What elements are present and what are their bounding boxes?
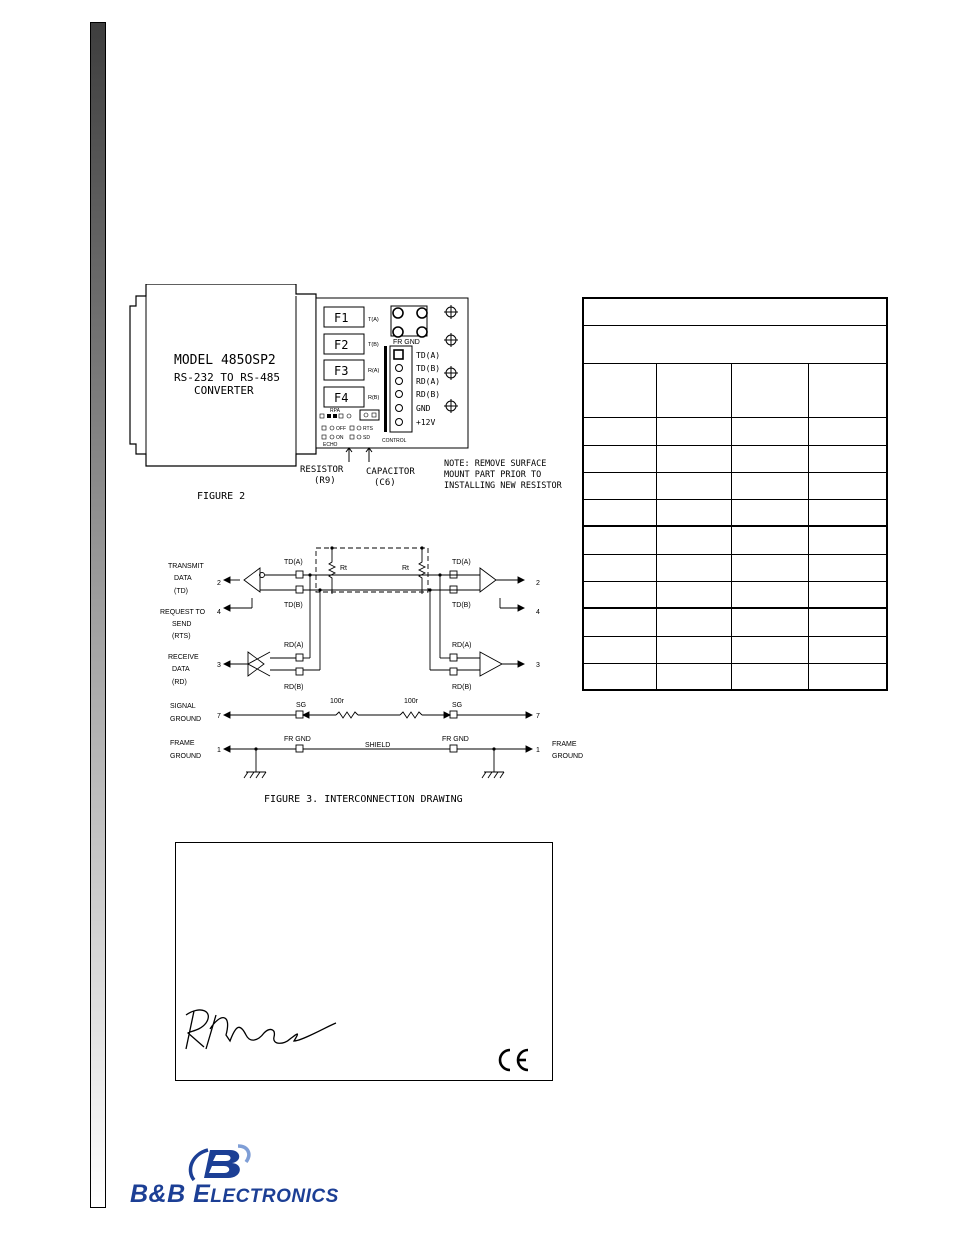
figure-2-board-layout (128, 284, 578, 509)
svg-text:(TD): (TD) (174, 588, 188, 595)
bb-electronics-wordmark: B&B ELECTRONICS (130, 1180, 339, 1208)
svg-text:RD(B): RD(B) (452, 684, 472, 691)
capacitor-ref: (C6) (374, 478, 396, 488)
svg-text:TD(A): TD(A) (416, 351, 441, 360)
declaration-box (175, 842, 553, 1081)
callout-arrows (346, 448, 372, 462)
frame-ground-label: FRAME (170, 740, 195, 747)
svg-text:3: 3 (217, 662, 221, 669)
ce-mark-logo (496, 1048, 530, 1072)
table-row (583, 608, 887, 636)
svg-text:100r: 100r (404, 698, 419, 705)
svg-text:4: 4 (217, 609, 221, 616)
svg-text:OFF: OFF (336, 426, 346, 432)
svg-text:RD(A): RD(A) (416, 377, 441, 386)
note-line-3: INSTALLING NEW RESISTOR (444, 481, 562, 491)
svg-text:R(B): R(B) (368, 395, 380, 401)
svg-text:3: 3 (536, 662, 540, 669)
svg-text:TD(A): TD(A) (284, 559, 303, 566)
signal-ground-label: SIGNAL (170, 703, 196, 710)
table-header-row (583, 298, 887, 325)
side-gradient-bar (90, 22, 106, 1208)
svg-text:GROUND: GROUND (170, 753, 202, 760)
svg-text:TD(A): TD(A) (452, 559, 471, 566)
svg-text:1: 1 (217, 747, 221, 754)
table-row (583, 499, 887, 526)
svg-text:FR GND: FR GND (284, 736, 311, 743)
model-line-1: MODEL 485OSP2 (174, 353, 276, 368)
svg-text:R(A): R(A) (368, 368, 380, 374)
table-row (583, 472, 887, 499)
svg-text:(RTS): (RTS) (172, 633, 191, 640)
svg-text:T(B): T(B) (368, 342, 379, 348)
svg-text:T(A): T(A) (368, 317, 379, 323)
svg-text:Rt: Rt (402, 565, 409, 572)
svg-text:Rt: Rt (340, 565, 347, 572)
svg-text:4: 4 (536, 609, 540, 616)
svg-text:FR GND: FR GND (393, 339, 420, 346)
svg-text:2: 2 (217, 580, 221, 587)
svg-text:TD(B): TD(B) (416, 364, 441, 373)
receive-data-label: RECEIVE (168, 654, 199, 661)
table-row (583, 445, 887, 472)
svg-text:DATA: DATA (174, 575, 192, 582)
svg-text:RPA: RPA (330, 408, 340, 414)
table-row (583, 663, 887, 690)
capacitor-label: CAPACITOR (366, 467, 415, 477)
resistor-ref: (R9) (314, 476, 336, 486)
specification-table (582, 297, 888, 691)
right-frame-ground-label: FRAME (552, 741, 577, 748)
svg-text:ON: ON (336, 435, 344, 441)
note-line-2: MOUNT PART PRIOR TO (444, 470, 542, 480)
bb-logo-icon (186, 1144, 256, 1184)
svg-text:RD(A): RD(A) (452, 642, 472, 649)
figure-3-caption: FIGURE 3. INTERCONNECTION DRAWING (264, 794, 463, 805)
svg-text:RD(B): RD(B) (284, 684, 304, 691)
figure-3-interconnection-drawing (160, 540, 590, 810)
table-row (583, 581, 887, 608)
svg-text:F4: F4 (334, 391, 349, 405)
table-row (583, 417, 887, 445)
svg-text:SG: SG (452, 702, 463, 709)
svg-text:GND: GND (416, 404, 431, 413)
svg-text:F3: F3 (334, 364, 349, 378)
svg-text:7: 7 (217, 713, 221, 720)
svg-text:DATA: DATA (172, 666, 190, 673)
model-line-3: CONVERTER (194, 384, 254, 397)
svg-text:SEND: SEND (172, 621, 192, 628)
table-row (583, 526, 887, 554)
svg-text:F1: F1 (334, 311, 349, 325)
transmit-data-label: TRANSMIT (168, 563, 204, 570)
model-line-2: RS-232 TO RS-485 (174, 371, 280, 384)
svg-text:CONTROL: CONTROL (382, 438, 407, 444)
table-row (583, 554, 887, 581)
svg-text:GROUND: GROUND (170, 716, 202, 723)
svg-text:TD(B): TD(B) (452, 602, 471, 609)
svg-text:SHIELD: SHIELD (365, 742, 391, 749)
signature-image (180, 1005, 340, 1055)
svg-text:SD: SD (363, 435, 370, 441)
svg-text:RTS: RTS (363, 426, 373, 432)
svg-text:RD(B): RD(B) (416, 390, 441, 399)
rts-label: REQUEST TO (160, 609, 206, 616)
svg-text:2: 2 (536, 580, 540, 587)
svg-text:F2: F2 (334, 338, 349, 352)
table-row (583, 636, 887, 663)
svg-text:100r: 100r (330, 698, 345, 705)
svg-text:1: 1 (536, 747, 540, 754)
svg-text:7: 7 (536, 713, 540, 720)
svg-text:FR GND: FR GND (442, 736, 469, 743)
figure-2-caption: FIGURE 2 (197, 491, 246, 502)
svg-text:TD(B): TD(B) (284, 602, 303, 609)
svg-text:GROUND: GROUND (552, 753, 584, 760)
resistor-label: RESISTOR (300, 465, 344, 475)
svg-text:ECHO: ECHO (323, 442, 338, 448)
svg-text:SG: SG (296, 702, 307, 709)
svg-text:(RD): (RD) (172, 679, 187, 686)
svg-text:RD(A): RD(A) (284, 642, 304, 649)
svg-text:+12V: +12V (416, 418, 436, 427)
note-line-1: NOTE: REMOVE SURFACE (444, 459, 547, 469)
table-subheader-row (583, 325, 887, 363)
table-column-headers (583, 363, 887, 417)
